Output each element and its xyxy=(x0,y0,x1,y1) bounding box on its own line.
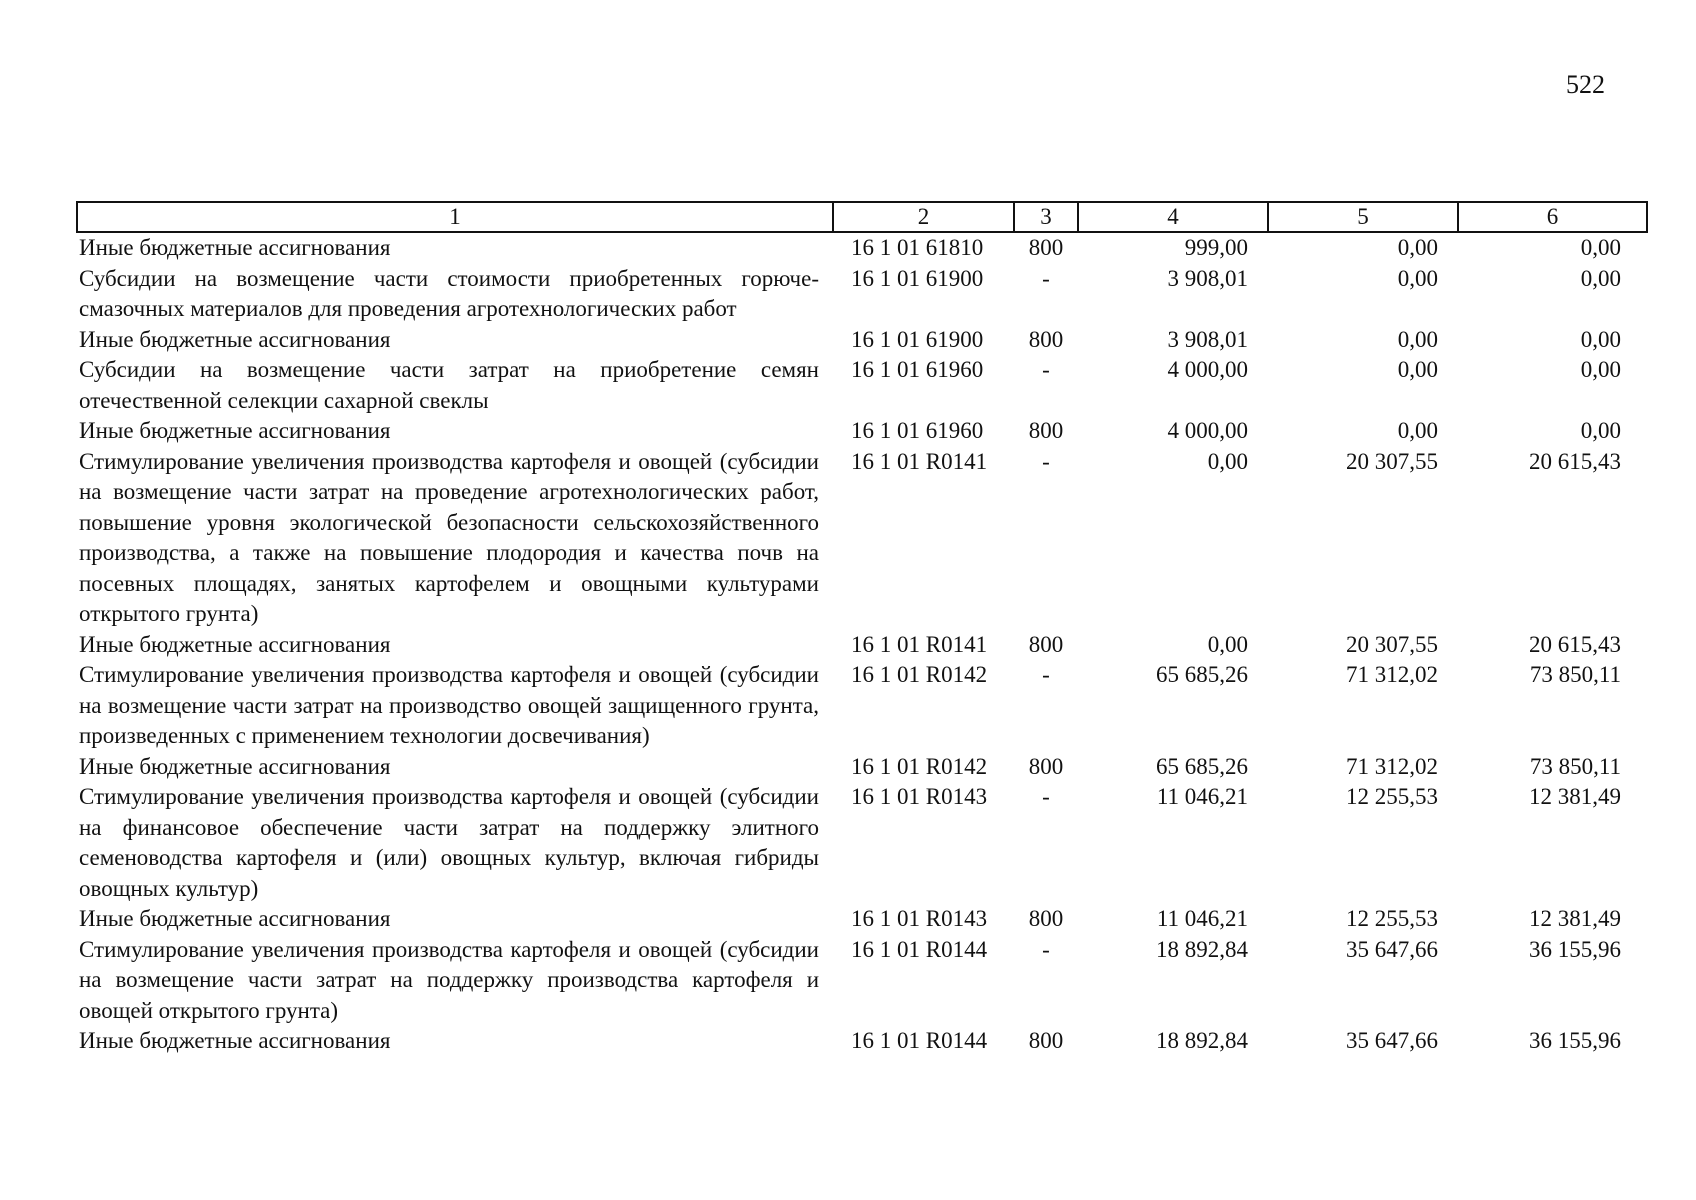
column-header-6: 6 xyxy=(1458,202,1647,232)
row-code: 16 1 01 61810 xyxy=(851,235,984,260)
row-value-5: 12 255,53 xyxy=(1346,906,1438,931)
row-value-6: 0,00 xyxy=(1580,418,1621,443)
row-value-6: 12 381,49 xyxy=(1529,906,1621,931)
row-name: Иные бюджетные ассигнования xyxy=(79,418,391,443)
table-body xyxy=(77,232,1647,1057)
row-type: - xyxy=(1042,784,1050,809)
row-name: Иные бюджетные ассигнования xyxy=(79,631,391,657)
row-code: 16 1 01 R0142 xyxy=(851,662,988,687)
row-code: 16 1 01 R0143 xyxy=(851,906,988,931)
row-name: Иные бюджетные ассигнования xyxy=(79,235,391,260)
column-header-1: 1 xyxy=(77,202,833,232)
row-code: 16 1 01 R0143 xyxy=(851,784,988,809)
row-value-5: 0,00 xyxy=(1397,418,1438,443)
row-value-4: 18 892,84 xyxy=(1156,936,1248,962)
row-type: - xyxy=(1042,265,1050,291)
row-name: Иные бюджетные ассигнования xyxy=(79,1028,391,1053)
column-header-3: 3 xyxy=(1014,202,1078,232)
row-value-6: 20 615,43 xyxy=(1529,448,1621,474)
row-name: Стимулирование увеличения производства картофеля и овощей (субсидии на финансовое обеспечение части затрат на поддержку элитного семеноводства картофеля и (или) овощных культур, включая гибриды овощных культур) xyxy=(79,784,819,901)
column-header-4: 4 xyxy=(1078,202,1268,232)
table-row xyxy=(77,264,1647,325)
row-type: 800 xyxy=(1028,418,1064,443)
table-header-row xyxy=(77,202,1647,232)
table-row xyxy=(77,935,1647,1027)
table-row xyxy=(77,660,1647,752)
row-name: Стимулирование увеличения производства картофеля и овощей (субсидии на возмещение части затрат на проведение агротехнологических работ, повышение уровня экологической безопасности сельскохозяйственного производства, а также на повышение плодородия и качества почв на посевных площадях, занятых картофелем и овощными культурами открытого грунта) xyxy=(79,448,819,626)
row-type: - xyxy=(1042,936,1050,962)
column-header-5: 5 xyxy=(1268,202,1458,232)
row-value-5: 0,00 xyxy=(1397,265,1438,291)
row-value-4: 65 685,26 xyxy=(1156,662,1248,687)
row-value-4: 3 908,01 xyxy=(1167,265,1248,291)
table-row xyxy=(77,752,1647,783)
row-value-4: 18 892,84 xyxy=(1156,1028,1248,1053)
row-name: Стимулирование увеличения производства картофеля и овощей (субсидии на возмещение части затрат на производство овощей защищенного грунта, произведенных с применением технологии досвечивания) xyxy=(79,662,819,748)
row-value-5: 35 647,66 xyxy=(1346,1028,1438,1053)
row-code: 16 1 01 61900 xyxy=(851,326,984,352)
table-row xyxy=(77,232,1647,264)
row-name: Иные бюджетные ассигнования xyxy=(79,326,391,352)
row-type: - xyxy=(1042,662,1050,687)
row-value-6: 0,00 xyxy=(1580,235,1621,260)
page-number: 522 xyxy=(1566,70,1605,99)
row-value-4: 11 046,21 xyxy=(1156,906,1248,931)
row-name: Иные бюджетные ассигнования xyxy=(79,753,391,779)
column-header-2: 2 xyxy=(833,202,1014,232)
row-value-5: 0,00 xyxy=(1397,326,1438,352)
row-value-6: 36 155,96 xyxy=(1529,936,1621,962)
row-value-6: 20 615,43 xyxy=(1529,631,1621,657)
row-value-6: 0,00 xyxy=(1580,265,1621,291)
row-value-5: 20 307,55 xyxy=(1346,448,1438,474)
row-code: 16 1 01 61960 xyxy=(851,418,984,443)
row-code: 16 1 01 61900 xyxy=(851,265,984,291)
row-name: Иные бюджетные ассигнования xyxy=(79,906,391,931)
row-name: Субсидии на возмещение части стоимости приобретенных горюче-смазочных материалов для проведения агротехнологических работ xyxy=(79,265,819,321)
budget-table xyxy=(76,201,1648,1057)
row-value-4: 11 046,21 xyxy=(1156,784,1248,809)
row-value-4: 0,00 xyxy=(1207,631,1248,657)
row-value-4: 0,00 xyxy=(1207,448,1248,474)
row-name: Стимулирование увеличения производства картофеля и овощей (субсидии на возмещение части затрат на поддержку производства картофеля и овощей открытого грунта) xyxy=(79,936,819,1023)
row-code: 16 1 01 61960 xyxy=(851,357,984,382)
row-value-6: 36 155,96 xyxy=(1529,1028,1621,1053)
table-row xyxy=(77,447,1647,630)
row-type: - xyxy=(1042,357,1050,382)
row-type: - xyxy=(1042,448,1050,474)
row-value-5: 20 307,55 xyxy=(1346,631,1438,657)
row-value-6: 73 850,11 xyxy=(1529,662,1621,687)
row-value-4: 4 000,00 xyxy=(1167,357,1248,382)
row-type: 800 xyxy=(1028,1028,1064,1053)
row-name: Субсидии на возмещение части затрат на приобретение семян отечественной селекции сахарной свеклы xyxy=(79,357,819,413)
row-value-5: 71 312,02 xyxy=(1346,753,1438,779)
row-value-4: 4 000,00 xyxy=(1167,418,1248,443)
row-type: 800 xyxy=(1028,753,1064,779)
row-type: 800 xyxy=(1028,631,1064,657)
row-value-5: 0,00 xyxy=(1397,357,1438,382)
row-type: 800 xyxy=(1028,906,1064,931)
table-row xyxy=(77,782,1647,904)
table-row xyxy=(77,355,1647,416)
table-row xyxy=(77,904,1647,935)
row-code: 16 1 01 R0141 xyxy=(851,631,988,657)
row-value-6: 12 381,49 xyxy=(1529,784,1621,809)
row-value-4: 65 685,26 xyxy=(1156,753,1248,779)
row-value-4: 3 908,01 xyxy=(1167,326,1248,352)
row-value-6: 73 850,11 xyxy=(1529,753,1621,779)
row-code: 16 1 01 R0141 xyxy=(851,448,988,474)
row-value-6: 0,00 xyxy=(1580,326,1621,352)
table-row xyxy=(77,325,1647,356)
row-value-6: 0,00 xyxy=(1580,357,1621,382)
table-row xyxy=(77,416,1647,447)
row-code: 16 1 01 R0144 xyxy=(851,1028,988,1053)
row-value-5: 71 312,02 xyxy=(1346,662,1438,687)
row-value-5: 0,00 xyxy=(1397,235,1438,260)
row-code: 16 1 01 R0142 xyxy=(851,753,988,779)
row-value-5: 12 255,53 xyxy=(1346,784,1438,809)
row-type: 800 xyxy=(1028,326,1064,352)
row-code: 16 1 01 R0144 xyxy=(851,936,988,962)
table-row xyxy=(77,630,1647,661)
row-value-5: 35 647,66 xyxy=(1346,936,1438,962)
row-value-4: 999,00 xyxy=(1184,235,1248,260)
table-row xyxy=(77,1026,1647,1057)
row-type: 800 xyxy=(1028,235,1064,260)
